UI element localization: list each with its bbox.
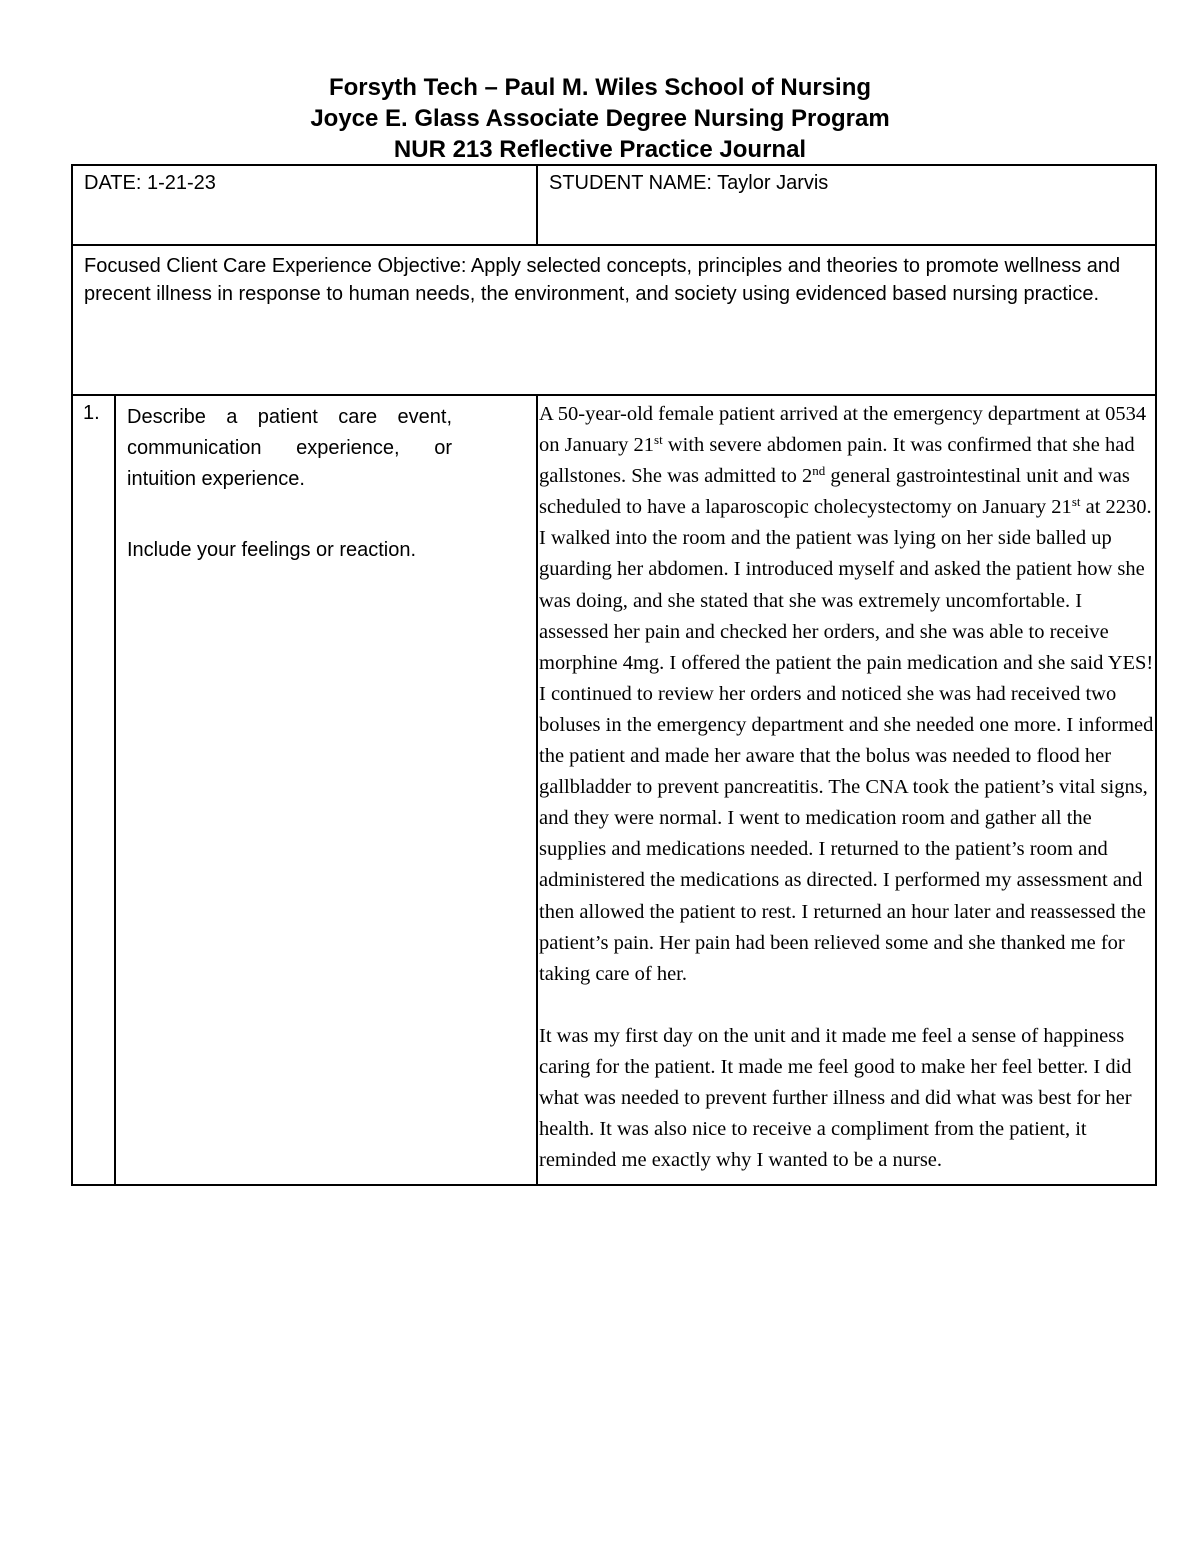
student-name-cell <box>537 165 1156 245</box>
school-title: Forsyth Tech – Paul M. Wiles School of Nursing <box>328 74 872 101</box>
journal-title: NUR 213 Reflective Practice Journal <box>393 136 807 163</box>
document-header <box>0 72 1200 165</box>
objective-cell <box>72 245 1156 395</box>
header-row <box>72 165 1156 245</box>
journal-table <box>71 164 1157 1186</box>
objective-text: Focused Client Care Experience Objective: Apply selected concepts, principles and theories to promote wellness and precent illness in response to human needs, the environment, and society using evidenced based nursing practice. <box>84 255 1121 305</box>
table-row <box>72 395 1156 1185</box>
prompt-feelings-text: Include your feelings or reaction. <box>127 539 417 561</box>
objective-row <box>72 245 1156 395</box>
program-title: Joyce E. Glass Associate Degree Nursing Program <box>310 105 890 132</box>
response-cell <box>537 395 1156 1185</box>
student-name-field: STUDENT NAME: Taylor Jarvis <box>549 172 829 194</box>
row-number <box>72 395 115 1185</box>
date-cell <box>72 165 537 245</box>
prompt-cell <box>115 395 537 1185</box>
response-paragraph-2: It was my first day on the unit and it made me feel a sense of happiness caring for the patient. It made me feel good to make her feel better. I did what was needed to prevent further illness and did what was best for her health. It was also nice to receive a compliment from the patient, it reminded me exactly why I wanted to be a nurse. <box>539 1024 1132 1172</box>
date-field: DATE: 1-21-23 <box>84 172 216 194</box>
response-paragraph-1: A 50-year-old female patient arrived at the emergency department at 0534 on January 21st with severe abdomen pain. It was confirmed that she had gallstones. She was admitted to 2nd general gastrointestinal unit and was scheduled to have a laparoscopic cholecystectomy on January 21st at 2230. I walked into the room and the patient was lying on her side balled up guarding her abdomen. I introduced myself and asked the patient how she was doing, and she stated that she was extremely uncomfortable. I assessed her pain and checked her orders, and she was able to receive morphine 4mg. I offered the patient the pain medication and she said YES! I continued to review her orders and noticed she was had received two boluses in the emergency department and she needed one more. I informed the patient and made her aware that the bolus was needed to flood her gallbladder to prevent pancreatitis. The CNA took the patient’s vital signs, and they were normal. I went to medication room and gather all the supplies and medications needed. I returned to the patient’s room and administered the medications as directed. I performed my assessment and then allowed the patient to rest. I returned an hour later and reassessed the patient’s pain. Her pain had been relieved some and she thanked me for taking care of her. <box>539 403 1154 985</box>
prompt-text: Describe a patient care event, communication experience, or intuition experience. <box>127 406 452 490</box>
row-number-text: 1. <box>83 402 100 424</box>
